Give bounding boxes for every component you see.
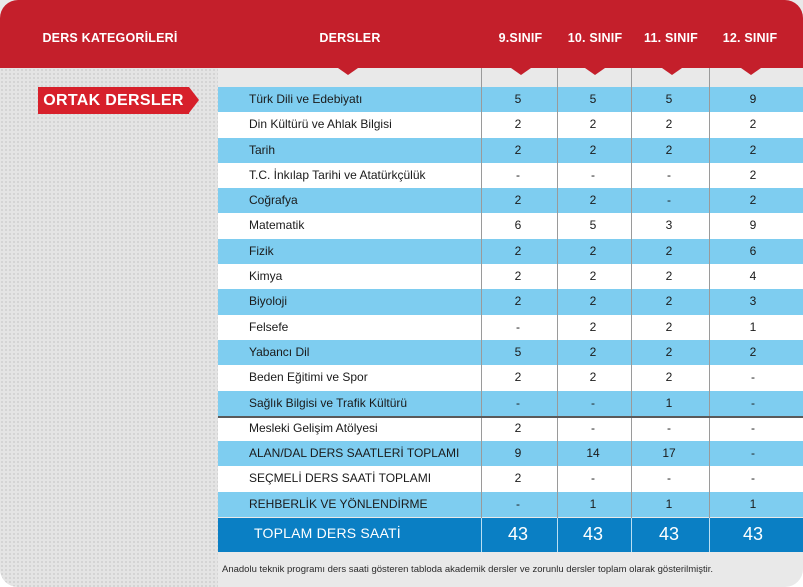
hours-grade-11: 17	[662, 446, 676, 461]
header-notch	[585, 68, 605, 75]
hours-grade-9: -	[516, 496, 520, 511]
hours-grade-11: 5	[665, 92, 673, 106]
course-name: Coğrafya	[249, 193, 298, 208]
table-row	[218, 466, 803, 491]
table-row	[218, 213, 803, 238]
course-name: Beden Eğitimi ve Spor	[249, 370, 368, 385]
hours-grade-9: 2	[514, 193, 522, 208]
hours-grade-12: 2	[749, 142, 757, 157]
hours-grade-11: 2	[665, 142, 673, 157]
hours-grade-11: 2	[665, 344, 673, 359]
table-row	[218, 365, 803, 390]
table-row	[218, 315, 803, 340]
hours-grade-12: -	[751, 471, 755, 486]
footnote: Anadolu teknik programı ders saati gösteren tabloda akademik dersler ve zorunlu dersler toplam olarak gösterilmiştir.	[222, 564, 714, 575]
header-notch	[338, 68, 358, 75]
hours-grade-10: 2	[589, 294, 597, 309]
hours-grade-9: 5	[514, 92, 522, 106]
table-row	[218, 239, 803, 264]
hours-grade-12: 9	[749, 218, 757, 233]
course-name: Matematik	[249, 218, 305, 233]
hours-grade-9: 2	[514, 471, 522, 486]
table-row	[218, 163, 803, 188]
hours-grade-11: 2	[665, 319, 673, 334]
hours-grade-10: 2	[589, 370, 597, 385]
hours-grade-10: 2	[589, 193, 597, 208]
course-name: Tarih	[249, 142, 276, 157]
course-name: Felsefe	[249, 319, 289, 334]
header-grade-9: 9.SINIF	[498, 31, 543, 45]
category-arrow	[189, 87, 199, 113]
header-notch	[662, 68, 682, 75]
course-name: Kimya	[249, 269, 283, 284]
hours-grade-12: 2	[749, 344, 757, 359]
total-divider	[481, 518, 482, 552]
total-divider	[631, 518, 632, 552]
course-name: Sağlık Bilgisi ve Trafik Kültürü	[249, 395, 408, 410]
hours-grade-9: -	[516, 395, 520, 410]
category-panel	[0, 68, 218, 587]
column-divider	[709, 68, 710, 518]
header-ders-kategorileri: DERS KATEGORİLERİ	[42, 31, 178, 45]
hours-grade-12: 2	[749, 167, 757, 182]
hours-grade-11: 2	[665, 117, 673, 132]
table-row	[218, 112, 803, 137]
hours-grade-9: 2	[514, 370, 522, 385]
total-row	[218, 518, 803, 552]
hours-grade-9: 6	[514, 218, 522, 233]
hours-grade-12: 6	[749, 243, 757, 258]
hours-grade-9: -	[516, 167, 520, 182]
course-name: ALAN/DAL DERS SAATLERİ TOPLAMI	[249, 446, 460, 461]
hours-grade-12: -	[751, 395, 755, 410]
section-separator	[218, 416, 803, 418]
hours-grade-11: 1	[665, 496, 673, 511]
column-divider	[481, 68, 482, 518]
table-row	[218, 289, 803, 314]
table-row	[218, 340, 803, 365]
course-rows	[218, 87, 803, 517]
hours-grade-10: -	[591, 420, 595, 435]
hours-grade-12: 9	[749, 92, 757, 106]
hours-grade-10: 2	[589, 344, 597, 359]
hours-grade-12: -	[751, 446, 755, 461]
hours-grade-11: -	[667, 420, 671, 435]
table-row	[218, 264, 803, 289]
header-grade-12: 12. SINIF	[722, 31, 778, 45]
hours-grade-11: 2	[665, 243, 673, 258]
hours-grade-9: -	[516, 319, 520, 334]
hours-grade-10: 2	[589, 117, 597, 132]
table-row	[218, 138, 803, 163]
course-name: Din Kültürü ve Ahlak Bilgisi	[249, 117, 392, 132]
total-grade-11: 43	[658, 524, 680, 544]
hours-grade-10: 5	[589, 218, 597, 233]
hours-grade-10: 2	[589, 243, 597, 258]
header-grade-10: 10. SINIF	[567, 31, 623, 45]
hours-grade-10: 5	[589, 92, 597, 106]
hours-grade-11: 3	[665, 218, 673, 233]
header-grade-11: 11. SINIF	[644, 31, 698, 45]
table-row	[218, 87, 803, 112]
total-grade-12: 43	[742, 524, 764, 544]
column-divider	[557, 68, 558, 518]
hours-grade-12: 4	[749, 269, 757, 284]
hours-grade-9: 2	[514, 420, 522, 435]
hours-grade-11: 2	[665, 294, 673, 309]
hours-grade-10: -	[591, 167, 595, 182]
hours-grade-9: 2	[514, 142, 522, 157]
table-row	[218, 188, 803, 213]
hours-grade-10: 2	[589, 142, 597, 157]
hours-grade-11: 1	[665, 395, 673, 410]
hours-grade-10: 1	[589, 496, 597, 511]
course-name: Fizik	[249, 243, 274, 258]
total-grade-10: 43	[582, 524, 604, 544]
hours-grade-11: 2	[665, 269, 673, 284]
column-divider	[631, 68, 632, 518]
hours-grade-9: 2	[514, 294, 522, 309]
hours-grade-10: 14	[586, 446, 600, 461]
hours-grade-9: 9	[514, 446, 522, 461]
total-divider	[709, 518, 710, 552]
hours-grade-12: -	[751, 370, 755, 385]
course-name: T.C. İnkılap Tarihi ve Atatürkçülük	[249, 167, 426, 182]
table-row	[218, 492, 803, 517]
hours-grade-9: 2	[514, 243, 522, 258]
hours-grade-10: 2	[589, 269, 597, 284]
hours-grade-10: -	[591, 471, 595, 486]
course-name: SEÇMELİ DERS SAATİ TOPLAMI	[249, 471, 432, 486]
hours-grade-11: 2	[665, 370, 673, 385]
table-row	[218, 416, 803, 441]
total-label: TOPLAM DERS SAATİ	[254, 525, 401, 541]
hours-grade-12: -	[751, 420, 755, 435]
course-name: REHBERLİK VE YÖNLENDİRME	[249, 496, 428, 511]
table-header	[0, 0, 803, 68]
hours-grade-12: 2	[749, 117, 757, 132]
hours-grade-12: 2	[749, 193, 757, 208]
header-notch	[741, 68, 761, 75]
hours-grade-9: 2	[514, 117, 522, 132]
course-name: Türk Dili ve Edebiyatı	[249, 92, 363, 106]
hours-grade-12: 1	[749, 319, 757, 334]
course-name: Biyoloji	[249, 294, 288, 309]
hours-grade-9: 5	[514, 344, 522, 359]
total-grade-9: 43	[507, 524, 529, 544]
hours-grade-11: -	[667, 167, 671, 182]
hours-grade-12: 3	[749, 294, 757, 309]
course-name: Yabancı Dil	[249, 344, 310, 359]
hours-grade-10: 2	[589, 319, 597, 334]
course-name: Mesleki Gelişim Atölyesi	[249, 420, 378, 435]
table-row	[218, 391, 803, 416]
total-divider	[557, 518, 558, 552]
header-dersler: DERSLER	[319, 31, 381, 45]
category-label-ortak-dersler: ORTAK DERSLER	[38, 87, 189, 114]
hours-grade-10: -	[591, 395, 595, 410]
hours-grade-11: -	[667, 471, 671, 486]
table-row	[218, 441, 803, 466]
hours-grade-9: 2	[514, 269, 522, 284]
header-notch	[511, 68, 531, 75]
hours-grade-12: 1	[749, 496, 757, 511]
hours-grade-11: -	[667, 193, 671, 208]
